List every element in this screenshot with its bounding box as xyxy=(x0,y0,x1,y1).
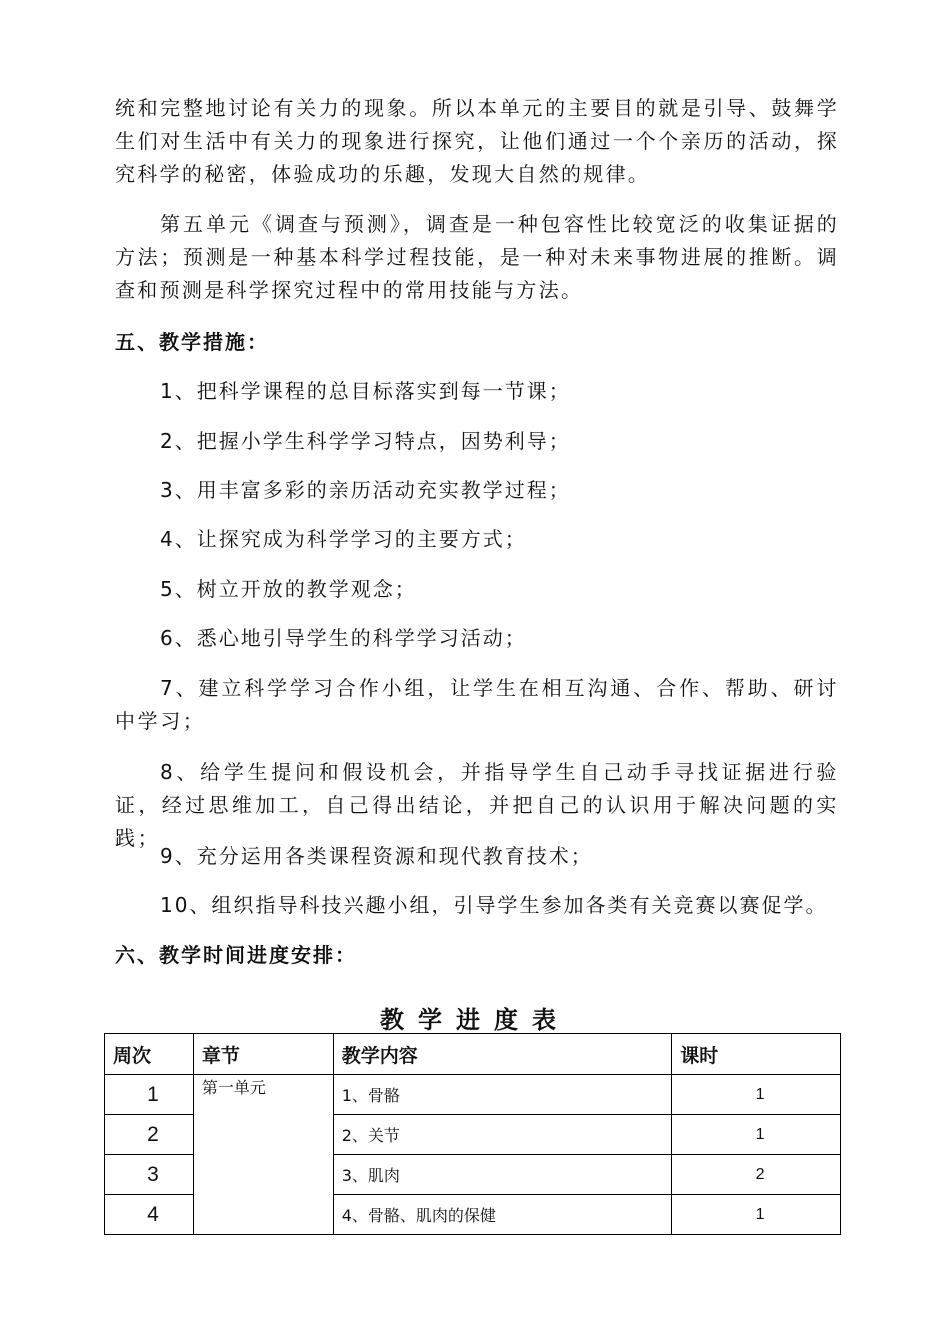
measure-item-1: 1、把科学课程的总目标落实到每一节课； xyxy=(160,379,571,403)
section-heading-schedule: 六、教学时间进度安排： xyxy=(115,943,357,967)
paragraph-unit5: 第五单元《调查与预测》，调查是一种包容性比较宽泛的收集证据的方法；预测是一种基本科学过程技能，是一种对未来事物进展的推断。调查和预测是科学探究过程中的常用技能与方法。 xyxy=(115,212,839,302)
content-cell: 3、肌肉 xyxy=(333,1155,672,1195)
measure-item-3: 3、用丰富多彩的亲历活动充实教学过程； xyxy=(160,478,571,502)
week-cell: 2 xyxy=(105,1115,194,1155)
measure-item-9: 9、充分运用各类课程资源和现代教育技术； xyxy=(160,844,593,868)
table-title: 教学进度表 xyxy=(380,1005,570,1034)
measure-item-7: 7、建立科学学习合作小组，让学生在相互沟通、合作、帮助、研讨中学习； xyxy=(115,676,839,733)
measure-item-6: 6、悉心地引导学生的科学学习活动； xyxy=(160,626,527,650)
measure-item-2: 2、把握小学生科学学习特点，因势利导； xyxy=(160,429,571,453)
content-cell: 2、关节 xyxy=(333,1115,672,1155)
header-hours: 课时 xyxy=(672,1034,841,1075)
table-header-row xyxy=(105,1034,841,1075)
chapter-cell: 第一单元 xyxy=(193,1075,333,1235)
section-heading-teaching-measures: 五、教学措施： xyxy=(115,330,269,354)
table-row xyxy=(105,1075,841,1115)
hours-cell: 1 xyxy=(672,1195,841,1235)
hours-cell: 1 xyxy=(672,1115,841,1155)
content-cell: 4、骨骼、肌肉的保健 xyxy=(333,1195,672,1235)
measure-item-4: 4、让探究成为科学学习的主要方式； xyxy=(160,527,527,551)
paragraph-unit4-continued: 统和完整地讨论有关力的现象。所以本单元的主要目的就是引导、鼓舞学生们对生活中有关力的现象进行探究，让他们通过一个个亲历的活动，探究科学的秘密，体验成功的乐趣，发现大自然的规律。 xyxy=(115,96,839,186)
measure-item-5: 5、树立开放的教学观念； xyxy=(160,577,417,601)
schedule-table xyxy=(104,1033,841,1235)
week-cell: 1 xyxy=(105,1075,194,1115)
hours-cell: 2 xyxy=(672,1155,841,1195)
header-week: 周次 xyxy=(105,1034,194,1075)
week-cell: 3 xyxy=(105,1155,194,1195)
measure-item-10: 10、组织指导科技兴趣小组，引导学生参加各类有关竞赛以赛促学。 xyxy=(160,893,828,917)
week-cell: 4 xyxy=(105,1195,194,1235)
hours-cell: 1 xyxy=(672,1075,841,1115)
measure-item-8: 8、给学生提问和假设机会，并指导学生自己动手寻找证据进行验证，经过思维加工，自己得出结论，并把自己的认识用于解决问题的实践； xyxy=(115,760,839,850)
header-content: 教学内容 xyxy=(333,1034,672,1075)
header-chapter: 章节 xyxy=(193,1034,333,1075)
content-cell: 1、骨骼 xyxy=(333,1075,672,1115)
